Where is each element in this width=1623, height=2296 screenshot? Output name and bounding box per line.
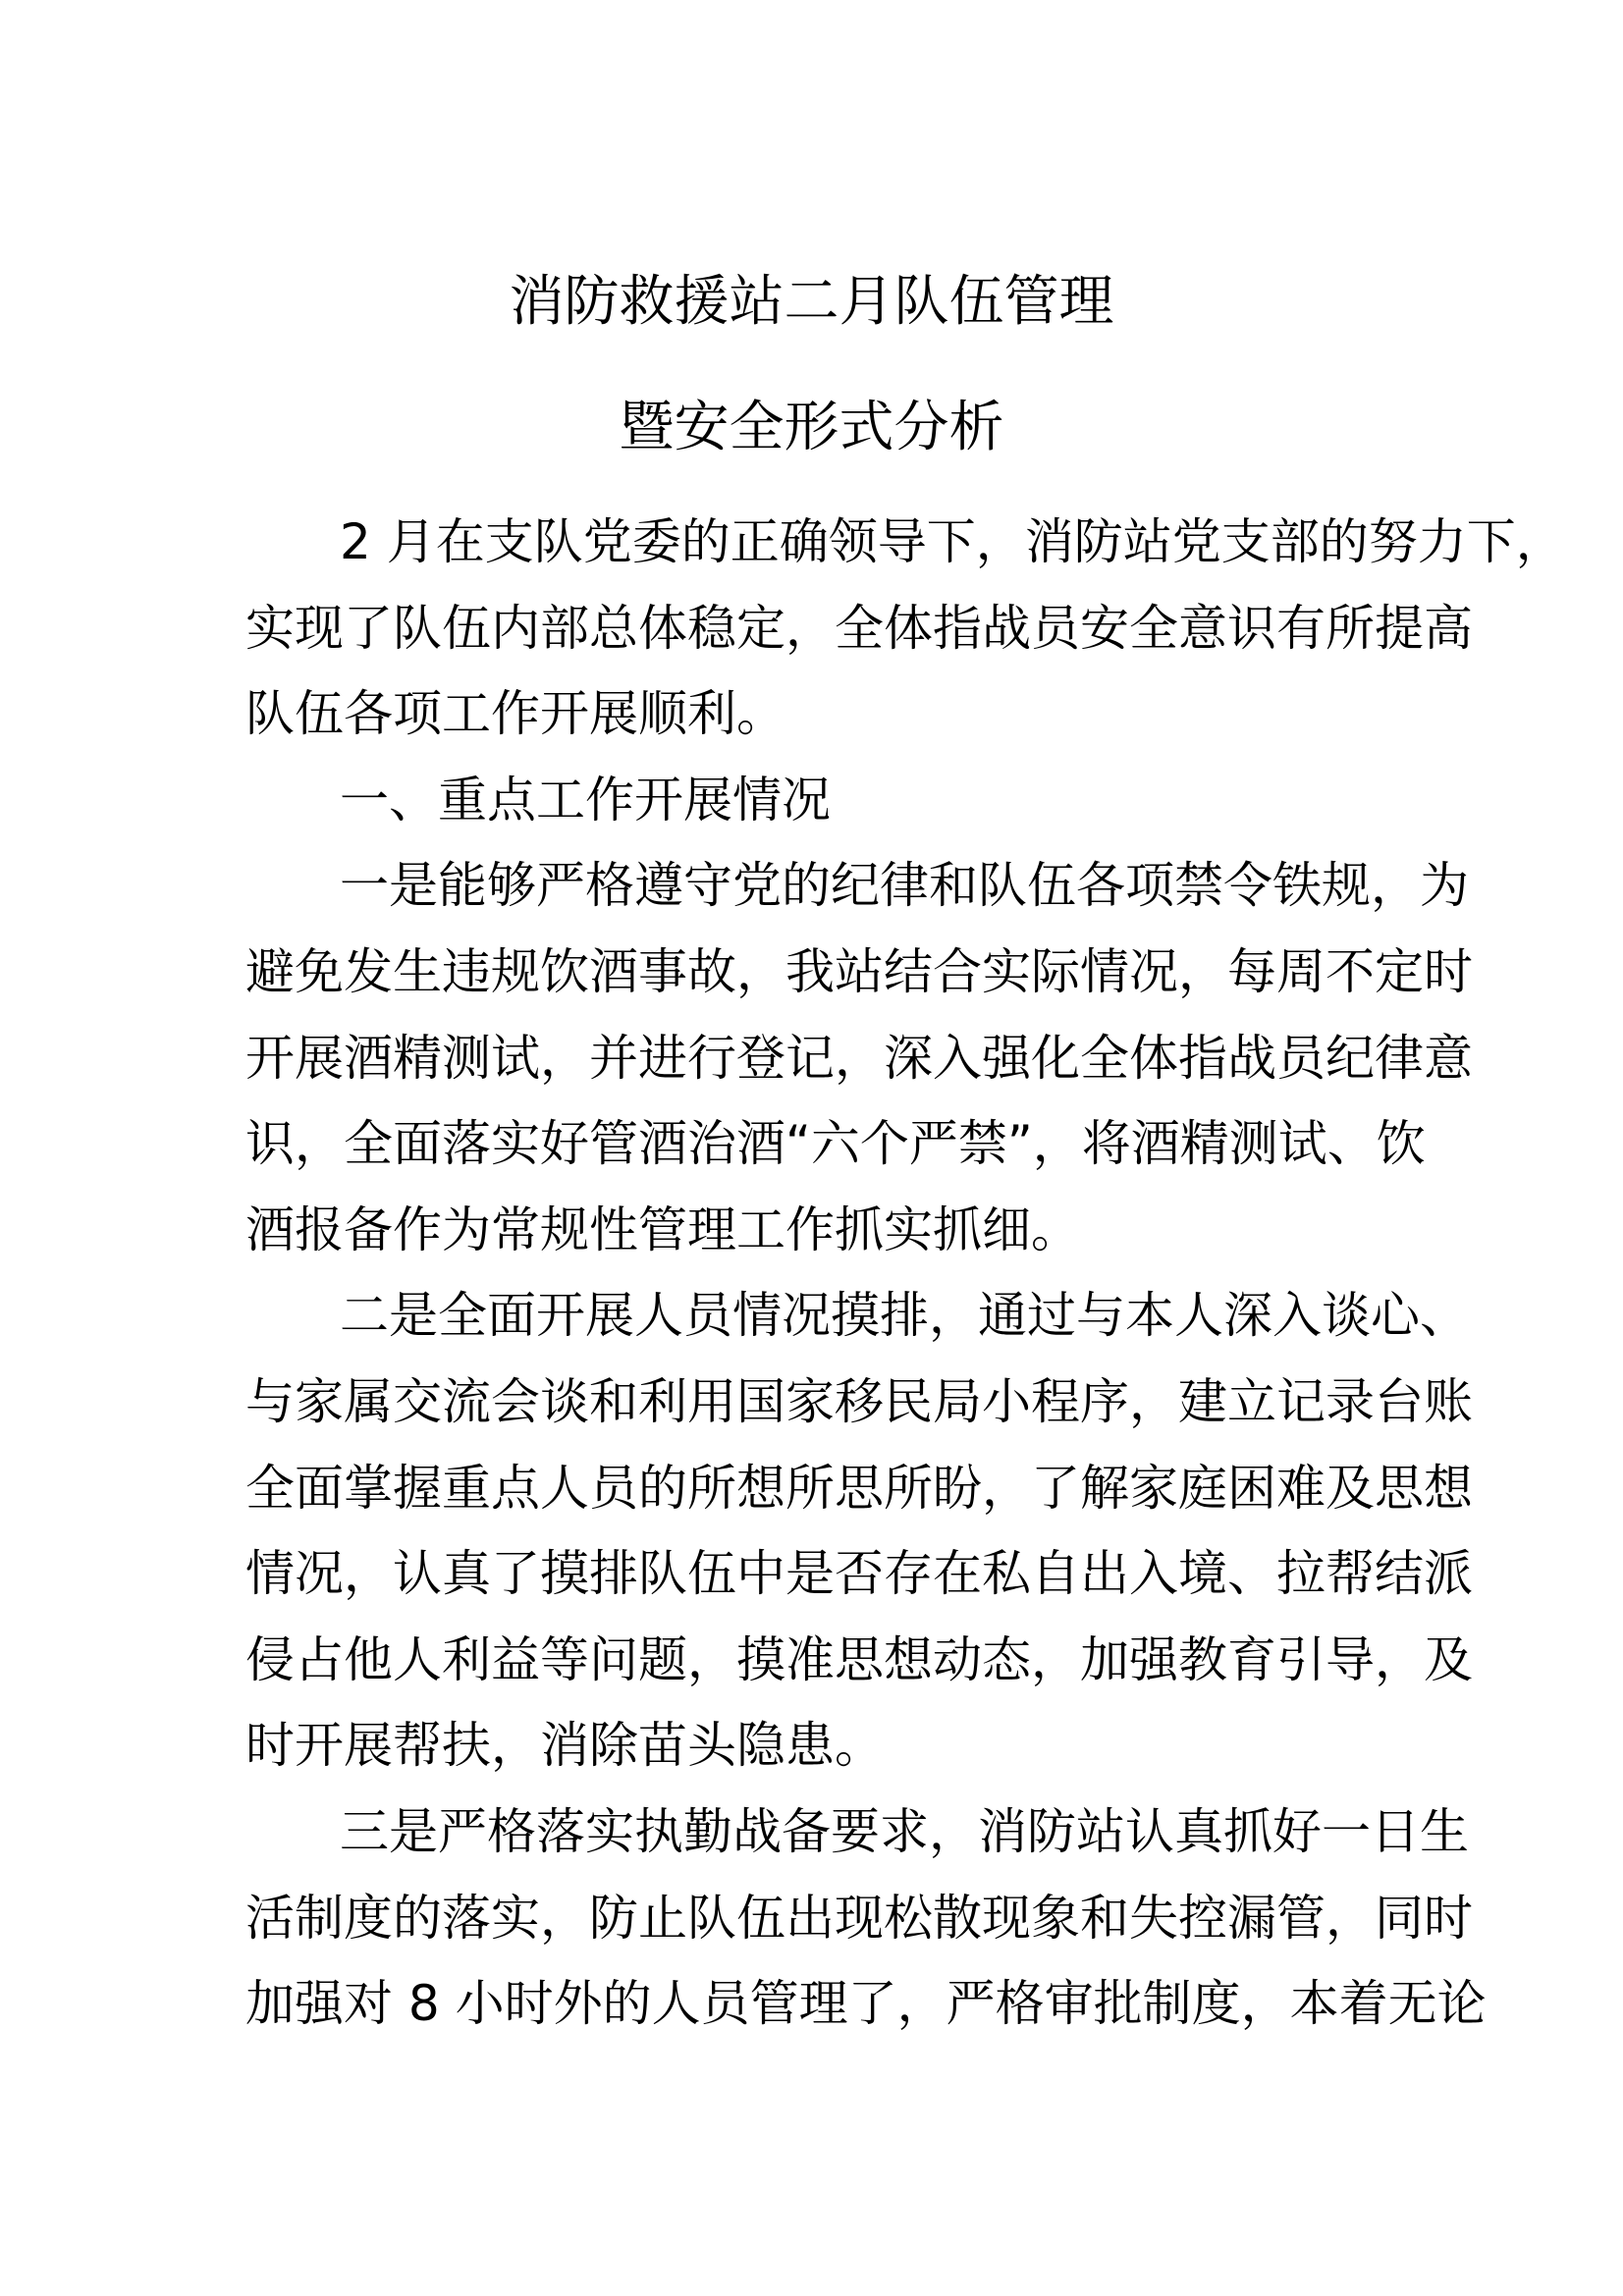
- text-line: 2 月在支队党委的正确领导下，消防站党支部的努力下，: [340, 513, 1565, 570]
- text-line: 队伍各项工作开展顺利。: [245, 685, 785, 743]
- text-line: 酒报备作为常规性管理工作抓实抓细。: [245, 1201, 1080, 1258]
- text-line: 开展酒精测试，并进行登记，深入强化全体指战员纪律意: [245, 1029, 1473, 1087]
- text-line: 一、重点工作开展情况: [340, 771, 831, 828]
- text-line: 识，全面落实好管酒治酒“六个严禁”，将酒精测试、饮: [245, 1115, 1426, 1173]
- text-line: 三是严格落实执勤战备要求，消防站认真抓好一日生: [340, 1802, 1469, 1860]
- text-line: 二是全面开展人员情况摸排，通过与本人深入谈心、: [340, 1287, 1469, 1345]
- text-line: 情况，认真了摸排队伍中是否存在私自出入境、拉帮结派: [245, 1545, 1473, 1603]
- text-line: 侵占他人利益等问题，摸准思想动态，加强教育引导，及: [245, 1630, 1473, 1688]
- paragraph: [245, 1789, 1487, 2048]
- text-line: 加强对 8 小时外的人员管理了，严格审批制度，本着无论: [245, 1975, 1487, 2033]
- section-heading: [245, 758, 1384, 844]
- text-line: 活制度的落实，防止队伍出现松散现象和失控漏管，同时: [245, 1889, 1473, 1947]
- paragraph: [245, 843, 1473, 1273]
- text-line: 实现了队伍内部总体稳定，全体指战员安全意识有所提高: [245, 599, 1473, 657]
- text-line: 避免发生违规饮酒事故，我站结合实际情况，每周不定时: [245, 942, 1473, 1000]
- text-line: 与家属交流会谈和利用国家移民局小程序，建立记录台账: [245, 1372, 1473, 1430]
- document-title-line-2: 暨安全形式分析: [619, 396, 1004, 459]
- document-title-line-1: 消防救援站二月队伍管理: [509, 270, 1114, 334]
- text-line: 全面掌握重点人员的所想所思所盼，了解家庭困难及思想: [245, 1459, 1473, 1517]
- text-line: 一是能够严格遵守党的纪律和队伍各项禁令铁规，为: [340, 857, 1469, 915]
- text-line: 时开展帮扶，消除苗头隐患。: [245, 1717, 884, 1775]
- paragraph: [245, 1273, 1473, 1789]
- document-body: [245, 500, 1565, 2048]
- paragraph: [245, 500, 1565, 758]
